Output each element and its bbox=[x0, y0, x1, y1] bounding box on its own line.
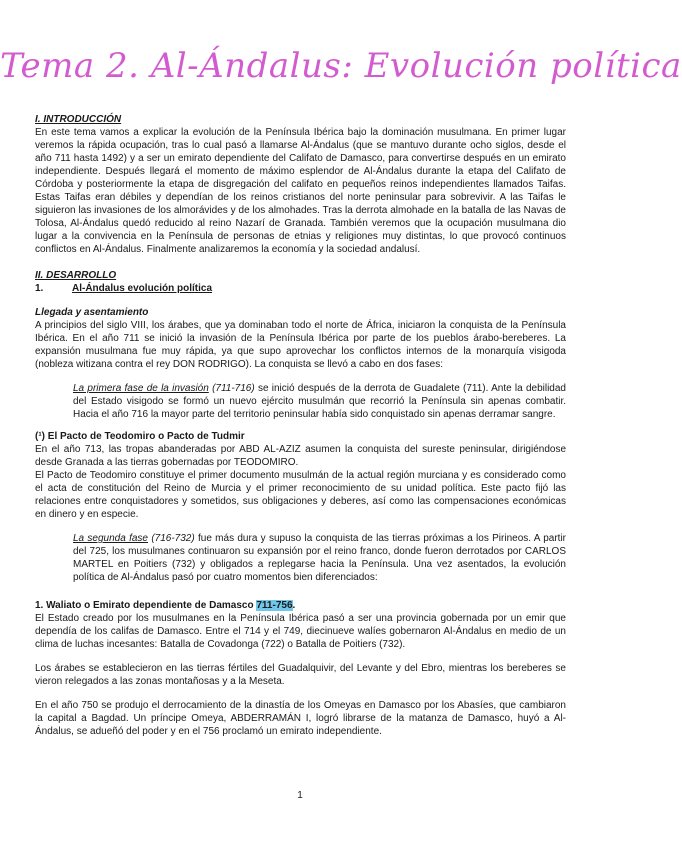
emirato-heading: 1. Waliato o Emirato dependiente de Damasco 711-756. bbox=[35, 600, 296, 611]
segunda-fase-dates: (716-732) bbox=[151, 533, 195, 544]
pacto-heading: (¹) El Pacto de Teodomiro o Pacto de Tudmir bbox=[35, 431, 245, 442]
primera-fase-text: se inició después de la derrota de Guadalete (711). Ante la debilidad del Estado visigodo se formó un nuevo ejército musulmán que recorrió la Península sin apenas combatir. Hacia el año 716 la mayor parte del territorio peninsular había sido conquistado sin apenas derramar sangre. bbox=[73, 383, 566, 420]
paragraph-segunda-fase bbox=[35, 532, 566, 584]
intro-heading: I. INTRODUCCIÓN bbox=[35, 114, 122, 125]
pacto-paragraph: El Pacto de Teodomiro constituye el primer documento musulmán de la actual región murciana y es considerado como el acta de constitución del Reino de Murcia y el primer reconocimiento de su unidad política. Este pacto fijó las relaciones entre conquistadores y sometidos, sus obligaciones y deberes, así como las compensaciones económicas en dinero y en especie. bbox=[35, 470, 566, 520]
emirato-paragraph-2: Los árabes se establecieron en las tierras fértiles del Guadalquivir, del Levante y del Ebro, mientras los bereberes se vieron relegados a las zonas montañosas y a la Meseta. bbox=[35, 663, 566, 687]
paragraph-primera-fase bbox=[35, 382, 566, 421]
paragraph-llegada: A principios del siglo VIII, los árabes, que ya dominaban todo el norte de África, iniciaron la conquista de la Península Ibérica. En el año 711 se inició la invasión de la Península Ibérica por parte de los pueblos árabo-bereberes. La expansión musulmana fue muy rápida, ya que supo aprovechar los conflictos internos de la monarquía visigoda (nobleza witizana contra el rey DON RODRIGO). La conquista se llevó a cabo en dos fases: bbox=[35, 320, 566, 370]
emirato-title: 1. Waliato o Emirato dependiente de Damasco bbox=[35, 600, 254, 611]
section-heading bbox=[35, 282, 566, 295]
emirato-dates-highlight: 711-756 bbox=[256, 600, 293, 611]
emirato-paragraph-1: El Estado creado por los musulmanes en la Península Ibérica pasó a ser una provincia gobernada por un emir que dependía de los califas de Damasco. Entre el 714 y el 749, diecinueve walíes gobernaron Al-Ándalus en medio de un clima de luchas incesantes: Batalla de Covadonga (722) o Batalla de Poitiers (732). bbox=[35, 613, 566, 650]
desarrollo-heading: II. DESARROLLO bbox=[35, 270, 117, 281]
segunda-fase-label: La segunda fase bbox=[73, 533, 148, 544]
section-number: 1. bbox=[35, 283, 44, 294]
primera-fase-label: La primera fase de la invasión bbox=[73, 383, 209, 394]
segunda-fase-text: fue más dura y supuso la conquista de las tierras próximas a los Pirineos. A partir del 725, los musulmanes continuaron su expansión por el reino franco, donde fueron derrotados por CARLOS MARTEL en Poitiers (732) y obligados a replegarse hacia la Península. Una vez asentados, la evolución política de Al-Ándalus pasó por cuatro momentos bien diferenciados: bbox=[73, 533, 566, 583]
page-number: 1 bbox=[297, 790, 303, 801]
document-body bbox=[35, 113, 566, 738]
pacto-intro: En el año 713, las tropas abanderadas por ABD AL-AZIZ asumen la conquista del sureste peninsular, dirigiéndose desde Granada a las tierras gobernadas por TEODOMIRO. bbox=[35, 444, 566, 468]
primera-fase-dates: (711-716) bbox=[212, 383, 255, 394]
intro-paragraph: En este tema vamos a explicar la evolución de la Península Ibérica bajo la dominación musulmana. En primer lugar veremos la rápida ocupación, tras lo cual pasó a llamarse Al-Ándalus (que se mantuvo durante ocho siglos, desde el año 711 hasta 1492) y a ser un emirato dependiente del Califato de Damasco, para convertirse después en un emirato independiente. Después llegará el momento de máximo esplendor de Al-Ándalus durante la etapa del Califato de Córdoba y posteriormente la etapa de disgregación del califato en pequeños reinos independientes llamados Taifas. Estas Taifas eran débiles y dependían de los reinos cristianos del norte peninsular para sobrevivir. A las Taifas le siguieron las invasiones de los almorávides y de los almohades. Tras la derrota almohade en la batalla de las Navas de Tolosa, Al-Ándalus quedó reducido al reino Nazarí de Granada. También veremos que la ocupación musulmana dio lugar a la convivencia en la Península de personas de etnias y religiones muy distintas, lo que provocó continuos conflictos en Al-Ándalus. Finalmente analizaremos la economía y la sociedad andalusí. bbox=[35, 127, 566, 255]
subheading-llegada: Llegada y asentamiento bbox=[35, 307, 149, 318]
page-title: Tema 2. Al-Ándalus: Evolución política bbox=[0, 46, 682, 86]
emirato-paragraph-3: En el año 750 se produjo el derrocamiento de la dinastía de los Omeyas en Damasco por los Abasíes, que cambiaron la capital a Bagdad. Un príncipe Omeya, ABDERRAMÁN I, logró librarse de la matanza de Damasco, huyó a Al-Ándalus, se adueñó del poder y en el 756 proclamó un emirato independiente. bbox=[35, 700, 566, 737]
section-title: Al-Ándalus evolución política bbox=[72, 283, 213, 294]
